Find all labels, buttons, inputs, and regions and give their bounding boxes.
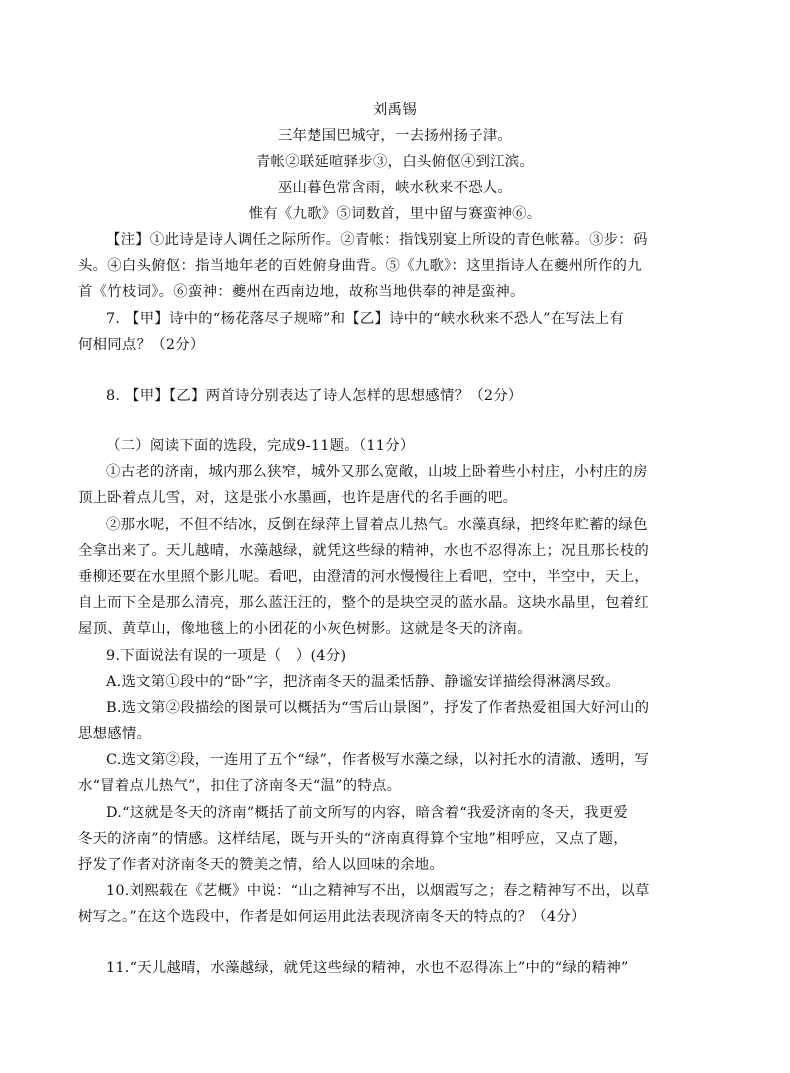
note-line-2: 头。④白头俯伛：指当地年老的百姓俯身曲背。⑤《九歌》：这里指诗人在夔州所作的九 <box>78 258 642 274</box>
passage-para-2-line-2: 全拿出来了。天儿越晴，水藻越绿，就凭这些绿的精神，水也不忍得冻上；况且那长枝的 <box>78 543 649 559</box>
question-9-option-b-line-1: B.选文第②段描绘的图景可以概括为“雪后山景图”，抒发了作者热爱祖国大好河山的 <box>106 700 650 716</box>
question-7-line-2: 何相同点？（2分） <box>78 337 205 353</box>
question-7-line-1: 7. 【甲】诗中的“杨花落尽子规啼”和【乙】诗中的“峡水秋来不恐人”在写法上有 <box>106 311 624 327</box>
question-9-option-c-line-1: C.选文第②段，一连用了五个“绿”，作者极写水藻之绿，以衬托水的清澈、透明，写 <box>106 752 650 768</box>
passage-para-2-line-1: ②那水呢，不但不结冰，反倒在绿萍上冒着点儿热气。水藻真绿，把终年贮蓄的绿色 <box>106 517 648 533</box>
question-8: 8. 【甲】【乙】两首诗分别表达了诗人怎样的思想感情？（2分） <box>106 388 523 404</box>
poem-line-4: 惟有《九歌》⑤词数首，里中留与赛蛮神⑥。 <box>248 206 542 222</box>
poem-line-1: 三年楚国巴城守，一去扬州扬子津。 <box>277 128 513 144</box>
section-2-heading: （二）阅读下面的选段，完成9-11题。（11分） <box>106 438 415 454</box>
poem-author: 刘禹锡 <box>373 102 417 118</box>
question-9-option-b-line-2: 思想感情。 <box>78 726 152 742</box>
question-9-option-d-line-2: 冬天的济南”的情感。这样结尾，既与开头的“济南真得算个宝地”相呼应，又点了题， <box>78 831 628 847</box>
passage-para-2-line-4: 自上而下全是那么清亮，那么蓝汪汪的，整个的是块空灵的蓝水晶。这块水晶里，包着红 <box>78 595 649 611</box>
poem-line-2: 青帐②联延喧驿步③，白头俯伛④到江滨。 <box>255 154 535 170</box>
question-9-stem: 9.下面说法有误的一项是（ ）(4分) <box>106 648 347 664</box>
passage-para-1-line-1: ①古老的济南，城内那么狭窄，城外又那么宽敞，山坡上卧着些小村庄，小村庄的房 <box>106 464 648 480</box>
question-11: 11.“天儿越晴，水藻越绿，就凭这些绿的精神，水也不忍得冻上”中的“绿的精神” <box>106 960 629 976</box>
poem-line-3: 巫山暮色常含雨，峡水秋来不恐人。 <box>277 180 513 196</box>
question-9-option-a: A.选文第①段中的“卧”字，把济南冬天的温柔恬静、静谧安详描绘得淋漓尽致。 <box>106 674 620 690</box>
question-9-option-d-line-1: D.“这就是冬天的济南”概括了前文所写的内容，暗含着“我爱济南的冬天，我更爱 <box>106 805 629 821</box>
passage-para-1-line-2: 顶上卧着点儿雪，对，这是张小水墨画，也许是唐代的名手画的吧。 <box>78 490 518 506</box>
question-10-line-2: 树写之。”在这个选段中，作者是如何运用此法表现济南冬天的特点的？（4分） <box>78 909 586 925</box>
note-line-1: 【注】①此诗是诗人调任之际所作。②青帐：指饯别宴上所设的青色帐幕。③步：码 <box>106 232 648 248</box>
question-10-line-1: 10.刘熙载在《艺概》中说：“山之精神写不出，以烟霞写之；春之精神写不出，以草 <box>106 883 650 899</box>
question-9-option-c-line-2: 水“冒着点儿热气”，扣住了济南冬天“温”的特点。 <box>78 778 402 794</box>
passage-para-2-line-3: 垂柳还要在水里照个影儿呢。看吧，由澄清的河水慢慢往上看吧，空中，半空中，天上， <box>78 569 649 585</box>
note-line-3: 首《竹枝词》。⑥蛮神：夔州在西南边地，故称当地供奉的神是蛮神。 <box>78 284 525 300</box>
question-9-option-d-line-3: 抒发了作者对济南冬天的赞美之情，给人以回味的余地。 <box>78 857 445 873</box>
passage-para-2-line-5: 屋顶、黄草山，像地毯上的小团花的小灰色树影。这就是冬天的济南。 <box>78 621 532 637</box>
